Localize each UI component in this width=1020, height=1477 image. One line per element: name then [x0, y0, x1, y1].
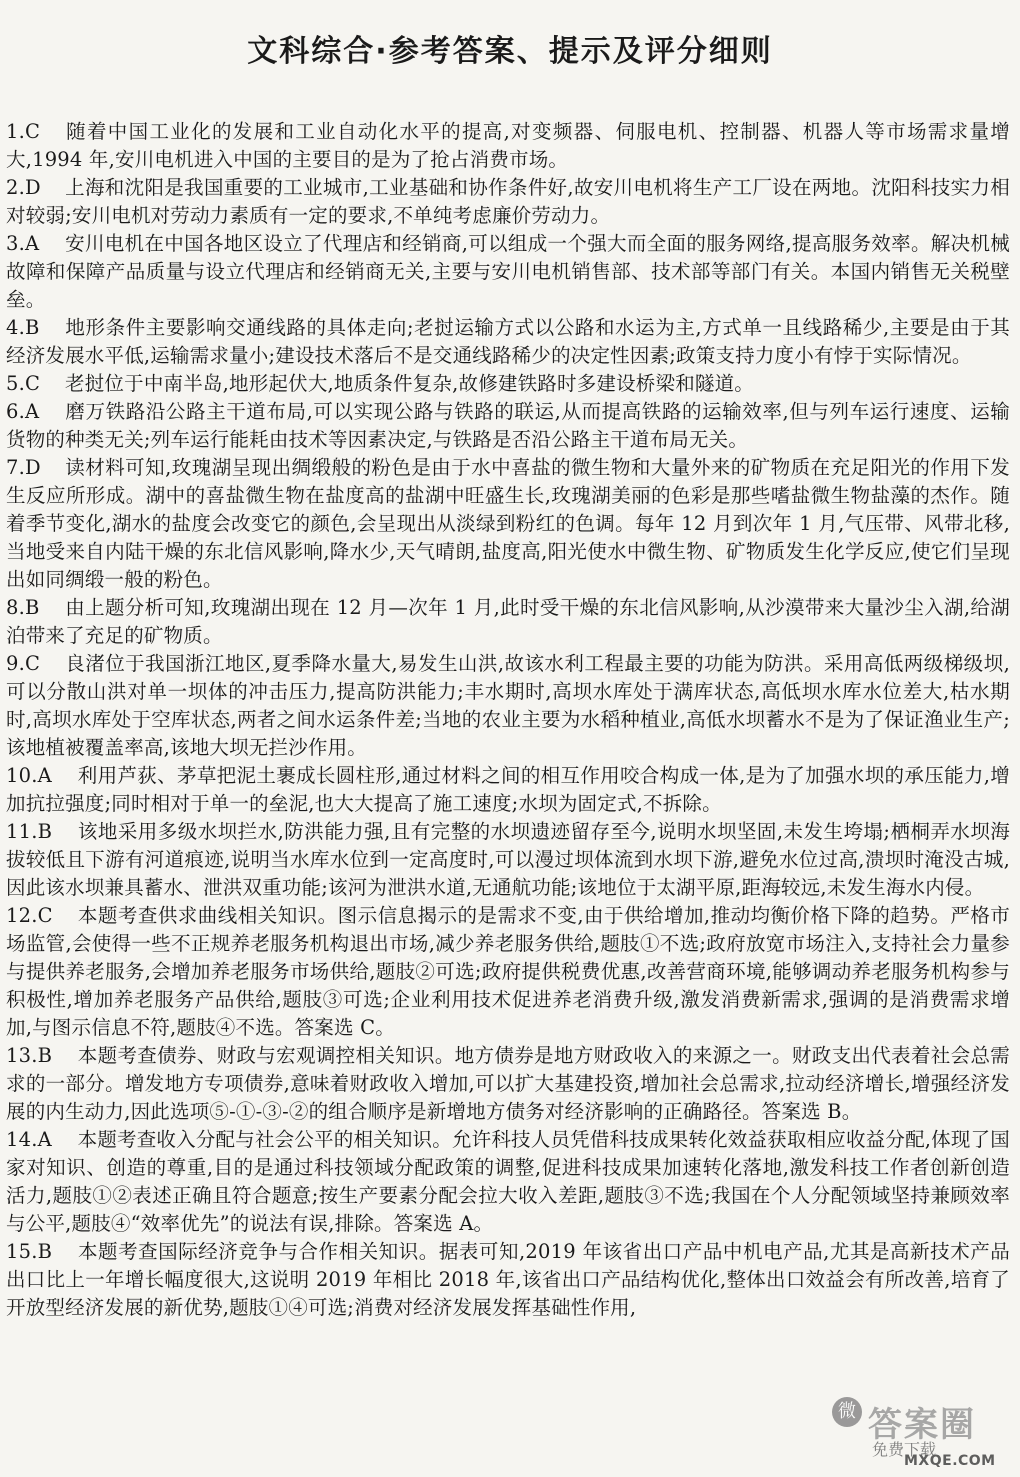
item-text: 本题考查债券、财政与宏观调控相关知识。地方债券是地方财政收入的来源之一。财政支出代表着社会总需求的一部分。增发地方专项债券,意味着财政收入增加,可以扩大基建投资,增加社会总需求,拉动经济增长,增强经济发展的内生动力,因此选项⑤-①-③-②的组合顺序是新增地方债务对经济影响的正确路径。答案选 B。 [6, 1044, 1010, 1123]
item-text: 本题考查国际经济竞争与合作相关知识。据表可知,2019 年该省出口产品中机电产品,尤其是高新技术产品出口比上一年增长幅度很大,这说明 2019 年相比 2018 年,该省出口产品结构优化,整体出口效益会有所改善,培育了开放型经济发展的新优势,题肢①④可选;消费对经济发展发挥基础性作用, [6, 1240, 1010, 1319]
answer-item-12 [6, 902, 1010, 1042]
answer-item-7 [6, 454, 1010, 594]
item-number: 8. [6, 596, 26, 619]
answer-item-15 [6, 1238, 1010, 1322]
item-answer: D [25, 176, 41, 199]
item-text: 老挝位于中南半岛,地形起伏大,地质条件复杂,故修建铁路时多建设桥梁和隧道。 [65, 372, 755, 395]
answer-list [6, 118, 1010, 1322]
item-number: 3. [6, 232, 26, 255]
watermark-brand: 答案圈 [868, 1405, 976, 1445]
answer-item-5 [6, 370, 1010, 398]
item-text: 本题考查供求曲线相关知识。图示信息揭示的是需求不变,由于供给增加,推动均衡价格下降的趋势。严格市场监管,会使得一些不正规养老服务机构退出市场,减少养老服务供给,题肢①不选;政府放宽市场注入,支持社会力量参与提供养老服务,会增加养老服务市场供给,题肢②可选;政府提供税费优惠,改善营商环境,能够调动养老服务机构参与积极性,增加养老服务产品供给,题肢③可选;企业利用技术促进养老消费升级,激发消费新需求,强调的是消费需求增加,与图示信息不符,题肢④不选。答案选 C。 [6, 904, 1010, 1039]
item-text: 随着中国工业化的发展和工业自动化水平的提高,对变频器、伺服电机、控制器、机器人等市场需求量增大,1994 年,安川电机进入中国的主要目的是为了抢占消费市场。 [6, 120, 1010, 171]
item-number: 5. [6, 372, 26, 395]
answer-item-13 [6, 1042, 1010, 1126]
item-number: 4. [6, 316, 26, 339]
answer-item-11 [6, 818, 1010, 902]
item-text: 读材料可知,玫瑰湖呈现出绸缎般的粉色是由于水中喜盐的微生物和大量外来的矿物质在充足阳光的作用下发生反应所形成。湖中的喜盐微生物在盐度高的盐湖中旺盛生长,玫瑰湖美丽的色彩是那些嗜盐微生物盐藻的杰作。随着季节变化,湖水的盐度会改变它的颜色,会呈现出从淡绿到粉红的色调。每年 12 月到次年 1 月,气压带、风带北移,当地受来自内陆干燥的东北信风影响,降水少,天气晴朗,盐度高,阳光使水中微生物、矿物质发生化学反应,使它们呈现出如同绸缎一般的粉色。 [6, 456, 1010, 591]
item-answer: B [25, 596, 40, 619]
item-number: 6. [6, 400, 26, 423]
item-answer: C [25, 372, 41, 395]
item-answer: B [37, 1044, 53, 1067]
item-text: 由上题分析可知,玫瑰湖出现在 12 月—次年 1 月,此时受干燥的东北信风影响,从沙漠带来大量沙尘入湖,给湖泊带来了充足的矿物质。 [6, 596, 1010, 647]
item-answer: A [37, 1128, 52, 1151]
item-answer: D [25, 456, 41, 479]
item-text: 地形条件主要影响交通线路的具体走向;老挝运输方式以公路和水运为主,方式单一且线路稀少,主要是由于其经济发展水平低,运输需求量小;建设技术落后不是交通线路稀少的决定性因素;政策支持力度小有悖于实际情况。 [6, 316, 1010, 367]
item-number: 14. [6, 1128, 38, 1151]
item-number: 10. [6, 764, 38, 787]
item-text: 利用芦荻、茅草把泥土裹成长圆柱形,通过材料之间的相互作用咬合构成一体,是为了加强水坝的承压能力,增加抗拉强度;同时相对于单一的垒泥,也大大提高了施工速度;水坝为固定式,不拆除。 [6, 764, 1010, 815]
watermark-subtitle: 免费下载 [872, 1440, 937, 1459]
item-number: 2. [6, 176, 26, 199]
answer-item-4 [6, 314, 1010, 370]
item-text: 安川电机在中国各地区设立了代理店和经销商,可以组成一个强大而全面的服务网络,提高服务效率。解决机械故障和保障产品质量与设立代理店和经销商无关,主要与安川电机销售部、技术部等部门有关。本国内销售无关税壁垒。 [6, 232, 1010, 311]
item-answer: B [25, 316, 40, 339]
wechat-logo-icon: 微 [832, 1397, 862, 1427]
item-number: 7. [6, 456, 26, 479]
item-text: 上海和沈阳是我国重要的工业城市,工业基础和协作条件好,故安川电机将生产工厂设在两地。沈阳科技实力相对较弱;安川电机对劳动力素质有一定的要求,不单纯考虑廉价劳动力。 [6, 176, 1010, 227]
item-answer: C [25, 120, 41, 143]
answer-item-10 [6, 762, 1010, 818]
item-answer: A [25, 400, 40, 423]
item-answer: B [37, 820, 53, 843]
item-text: 磨万铁路沿公路主干道布局,可以实现公路与铁路的联运,从而提高铁路的运输效率,但与列车运行速度、运输货物的种类无关;列车运行能耗由技术等因素决定,与铁路是否沿公路主干道布局无关。 [6, 400, 1010, 451]
item-answer: B [37, 1240, 53, 1263]
answer-item-14 [6, 1126, 1010, 1238]
item-answer: C [37, 904, 53, 927]
item-number: 9. [6, 652, 26, 675]
answer-item-2 [6, 174, 1010, 230]
item-text: 本题考查收入分配与社会公平的相关知识。允许科技人员凭借科技成果转化效益获取相应收益分配,体现了国家对知识、创造的尊重,目的是通过科技领域分配政策的调整,促进科技成果加速转化落地,激发科技工作者创新创造活力,题肢①②表述正确且符合题意;按生产要素分配会拉大收入差距,题肢③不选;我国在个人分配领域坚持兼顾效率与公平,题肢④“效率优先”的说法有误,排除。答案选 A。 [6, 1128, 1010, 1235]
item-number: 1. [6, 120, 26, 143]
answer-item-3 [6, 230, 1010, 314]
item-answer: C [25, 652, 41, 675]
watermark-url: MXQE.COM [904, 1453, 996, 1469]
item-number: 12. [6, 904, 38, 927]
item-answer: A [25, 232, 40, 255]
site-watermark [832, 1397, 1002, 1469]
page-title: 文科综合·参考答案、提示及评分细则 [247, 34, 773, 69]
item-number: 11. [6, 820, 38, 843]
item-number: 15. [6, 1240, 38, 1263]
answer-item-9 [6, 650, 1010, 762]
item-number: 13. [6, 1044, 38, 1067]
answer-item-1 [6, 118, 1010, 174]
item-answer: A [37, 764, 52, 787]
answer-item-6 [6, 398, 1010, 454]
item-text: 良渚位于我国浙江地区,夏季降水量大,易发生山洪,故该水利工程最主要的功能为防洪。采用高低两级梯级坝,可以分散山洪对单一坝体的冲击压力,提高防洪能力;丰水期时,高坝水库处于满库状态,高低坝水库水位差大,枯水期时,高坝水库处于空库状态,两者之间水运条件差;当地的农业主要为水稻种植业,高低水坝蓄水不是为了保证渔业生产;该地植被覆盖率高,该地大坝无拦沙作用。 [6, 652, 1010, 759]
item-text: 该地采用多级水坝拦水,防洪能力强,且有完整的水坝遗迹留存至今,说明水坝坚固,未发生垮塌;栖桐弄水坝海拔较低且下游有河道痕迹,说明当水库水位到一定高度时,可以漫过坝体流到水坝下游,避免水位过高,溃坝时淹没古城,因此该水坝兼具蓄水、泄洪双重功能;该河为泄洪水道,无通航功能;该地位于太湖平原,距海较远,未发生海水内侵。 [6, 820, 1010, 899]
answer-item-8 [6, 594, 1010, 650]
